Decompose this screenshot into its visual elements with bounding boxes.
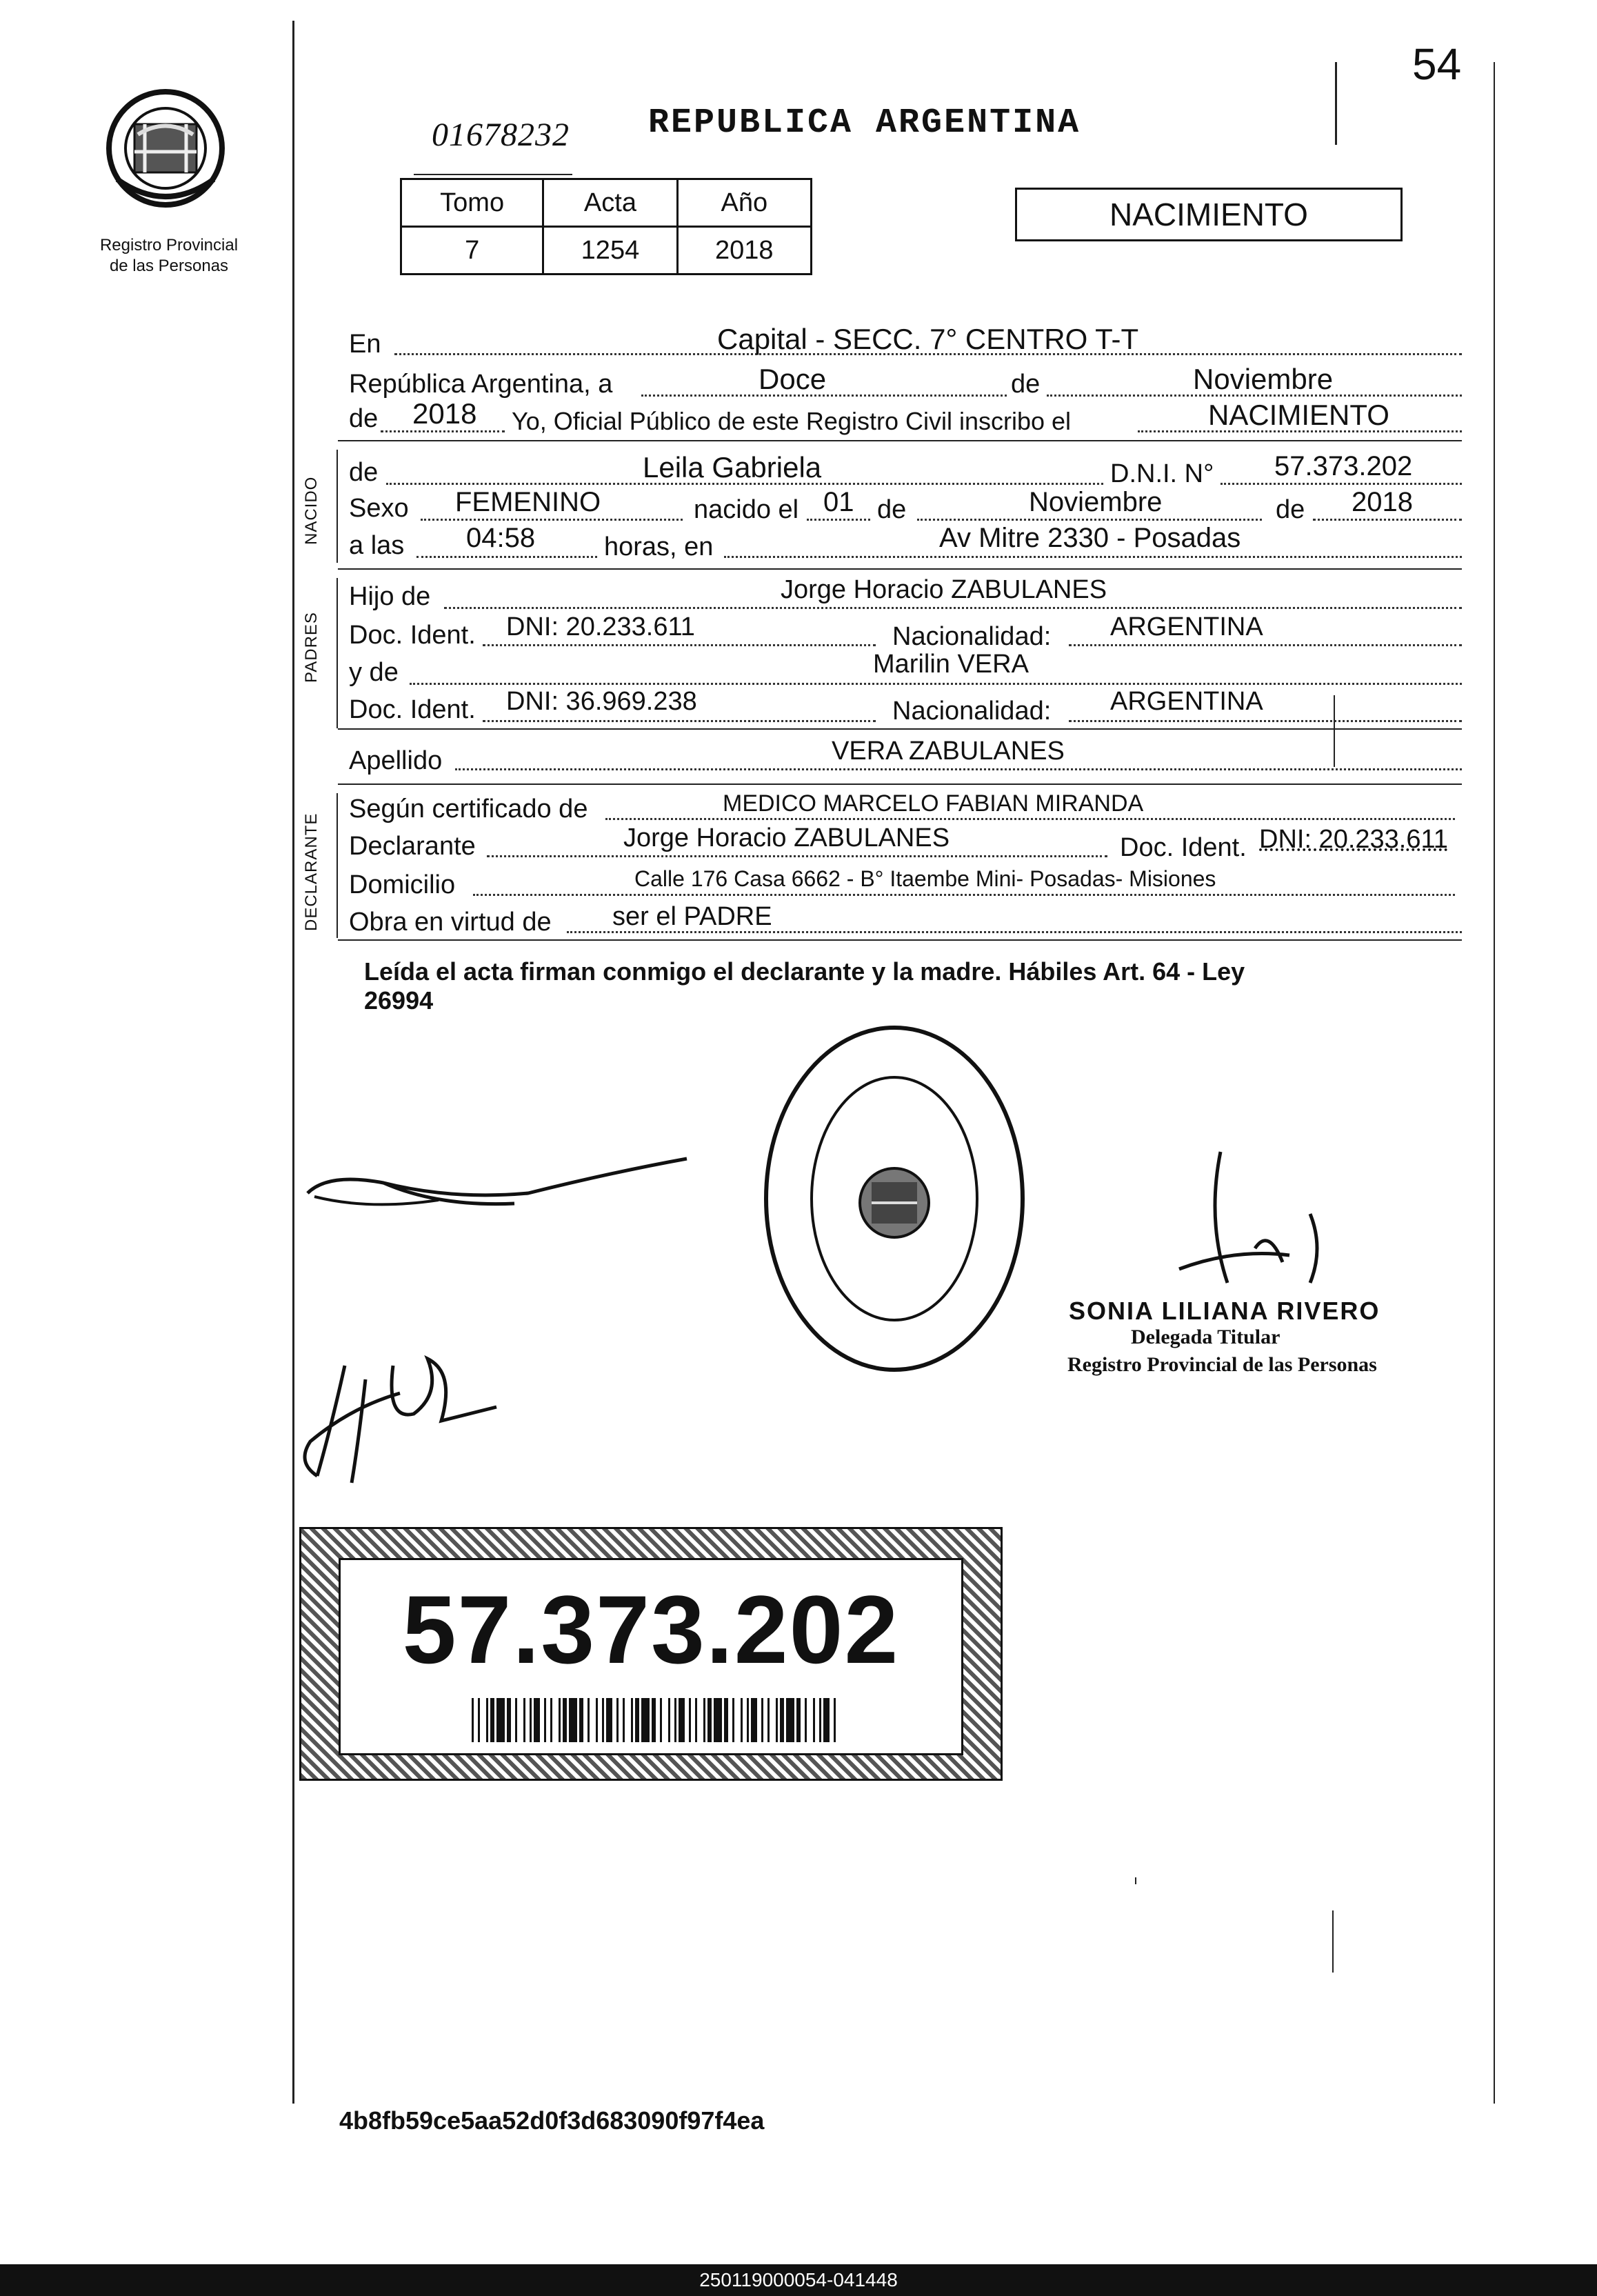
sexo-dots [421,519,683,521]
de-label: de [1011,370,1041,399]
officer-org: Registro Provincial de las Personas [1067,1353,1377,1376]
birth-place: Av Mitre 2330 - Posadas [939,523,1241,553]
inscribo-value: NACIMIENTO [1208,399,1389,431]
place-dots [724,556,1462,558]
republica-label: República Argentina, a [349,370,613,399]
mother-name: Marilin VERA [873,650,1029,679]
record-table [400,178,812,275]
padres-divider [338,728,1462,730]
en-label: En [349,330,381,359]
officer-name: SONIA LILIANA RIVERO [1069,1297,1380,1325]
mother-nac-label: Nacionalidad: [892,697,1052,726]
mother-dots [410,683,1462,685]
year-dots [381,430,505,432]
segun-value: MEDICO MARCELO FABIAN MIRANDA [723,790,1144,817]
signature-scribble-3 [1152,1145,1345,1310]
barcode-bar [707,1698,712,1742]
barcode-bar [579,1698,583,1742]
barcode-bar [668,1698,670,1742]
en-value: Capital - SECC. 7° CENTRO T-T [717,323,1139,355]
dni-dots [1221,483,1462,485]
barcode-bar [523,1698,525,1742]
barcode-bar [641,1698,650,1742]
apellido-value: VERA ZABULANES [832,737,1065,766]
y-de-label: y de [349,658,399,687]
footer-code: 250119000054-041448 [699,2269,898,2290]
barcode-bar [689,1698,691,1742]
barcode-bar [674,1698,676,1742]
nacido-el-label: nacido el [694,495,799,524]
barcode-bar [724,1698,728,1742]
barcode-bar [616,1698,619,1742]
domicilio-value: Calle 176 Casa 6662 - B° Itaembe Mini- Posadas- Misiones [634,866,1216,891]
barcode-bar [472,1698,474,1742]
declarant-signature [301,1145,701,1228]
mother-doc: DNI: 36.969.238 [506,687,697,716]
time-dots [416,556,597,558]
declarante-doc: DNI: 20.233.611 [1259,825,1448,854]
birth-month: Noviembre [1029,487,1163,517]
apellido-label: Apellido [349,746,443,775]
barcode-bar [819,1698,821,1742]
nacido-divider [338,568,1462,570]
father-name: Jorge Horacio ZABULANES [781,575,1107,604]
barcode-icon [472,1698,837,1742]
declarante-dots [487,855,1107,857]
barcode-bar [515,1698,517,1742]
nacido-side-label: NACIDO [302,476,321,545]
declarante-divider [338,939,1462,941]
barcode-bar [534,1698,540,1742]
de2-label: de [349,404,379,433]
value-acta: 1254 [543,227,677,274]
barcode-bar [679,1698,685,1742]
barcode [472,1698,837,1742]
left-margin-line [292,21,294,2104]
barcode-bar [695,1698,697,1742]
record-type-box [1015,188,1403,241]
child-dni: 57.373.202 [1274,451,1413,481]
header-acta: Acta [543,179,677,227]
barcode-bar [496,1698,505,1742]
note-line1: Leída el acta firman conmigo el declarante y la madre. Hábiles Art. 64 - Ley [364,957,1245,986]
signature-scribble-2 [290,1338,510,1497]
barcode-bar [776,1698,778,1742]
declarante-label: Declarante [349,832,476,861]
barcode-bar [747,1698,749,1742]
officer-title: Delegada Titular [1131,1326,1280,1348]
mother-nacionalidad: ARGENTINA [1110,687,1263,716]
barcode-bar [796,1698,801,1742]
nacido-de-label2: de [877,495,907,524]
declarante-side-label: DECLARANTE [302,812,321,931]
right-margin-line [1494,62,1495,2104]
barcode-bar [478,1698,480,1742]
barcode-bar [606,1698,612,1742]
barcode-bar [559,1698,561,1742]
barcode-bar [544,1698,546,1742]
nacido-de-label3: de [1276,495,1305,524]
serial-number: 01678232 [432,117,570,153]
father-doc: DNI: 20.233.611 [506,612,695,641]
father-nac-dots [1069,644,1462,646]
barcode-bar [805,1698,807,1742]
barcode-bar [714,1698,722,1742]
apellido-dots [455,768,1462,770]
margin-mark-1 [1332,1910,1334,1973]
father-dots [444,607,1462,609]
country-title: REPUBLICA ARGENTINA [648,103,1081,143]
barcode-bar [550,1698,552,1742]
page-number: 54 [1412,39,1462,89]
a-las-label: a las [349,531,405,560]
barcode-bar [623,1698,625,1742]
barcode-bar [602,1698,604,1742]
father-nacionalidad: ARGENTINA [1110,612,1263,641]
father-nac-label: Nacionalidad: [892,622,1052,651]
nacido-de-label: de [349,458,379,487]
birth-year: 2018 [1352,487,1413,517]
bday-dots [807,519,870,521]
barcode-bar [660,1698,662,1742]
top-right-tick [1335,62,1337,145]
sexo-value: FEMENINO [455,487,601,517]
hijo-label: Hijo de [349,582,431,611]
barcode-bar [767,1698,770,1742]
margin-mark-2 [1135,1877,1136,1884]
domicilio-dots [473,894,1455,896]
barcode-bar [703,1698,705,1742]
signature-scribble-1 [301,1145,701,1228]
header-tomo: Tomo [401,179,543,227]
officer-signature [1152,1145,1345,1310]
obra-value: ser el PADRE [612,902,772,931]
padres-bracket [337,578,338,728]
segun-dots [605,818,1455,820]
barcode-bar [751,1698,757,1742]
segun-label: Según certificado de [349,795,588,823]
mother-doc-dots [483,720,876,722]
barcode-bar [587,1698,590,1742]
header-ano: Año [677,179,811,227]
barcode-bar [652,1698,656,1742]
father-doc-dots [483,644,876,646]
padres-side-label: PADRES [302,612,321,683]
nacido-bracket [337,450,338,563]
provincial-shield-icon [103,83,228,214]
id-number: 57.373.202 [402,1575,900,1684]
official-seal [761,1024,1027,1374]
logo-line1: Registro Provincial [99,236,239,254]
day-value: Doce [759,363,827,395]
barcode-bar [530,1698,532,1742]
horas-label: horas, en [604,532,714,561]
barcode-bar [813,1698,815,1742]
barcode-bar [823,1698,830,1742]
obra-label: Obra en virtud de [349,908,552,937]
barcode-bar [563,1698,567,1742]
seal-icon [761,1024,1027,1374]
year-value: 2018 [412,397,477,430]
barcode-bar [761,1698,763,1742]
id-label [299,1527,1003,1781]
child-name: Leila Gabriela [643,451,822,483]
yo-label: Yo, Oficial Público de este Registro Civil inscribo el [512,407,1072,435]
birth-time: 04:58 [466,523,536,553]
serial-underline [414,174,572,175]
mother-nac-dots [1069,720,1462,722]
byear-dots [1313,519,1462,521]
barcode-bar [631,1698,633,1742]
apellido-divider [338,783,1462,785]
intro-divider [338,440,1462,441]
mother-signature [290,1338,510,1497]
barcode-bar [786,1698,794,1742]
barcode-bar [507,1698,511,1742]
value-tomo: 7 [401,227,543,274]
logo-line2: de las Personas [109,257,229,275]
barcode-bar [486,1698,488,1742]
barcode-bar [780,1698,784,1742]
record-type: NACIMIENTO [1109,197,1308,232]
bmonth-dots [917,519,1262,521]
domicilio-label: Domicilio [349,870,456,899]
value-ano: 2018 [677,227,811,274]
declarante-bracket [337,793,338,938]
barcode-bar [741,1698,743,1742]
month-value: Noviembre [1193,363,1334,395]
barcode-bar [834,1698,836,1742]
birth-day: 01 [823,487,854,517]
dni-label: D.N.I. N° [1110,459,1214,488]
barcode-bar [596,1698,598,1742]
id-label-inner [339,1558,963,1755]
barcode-bar [732,1698,734,1742]
note-line2: 26994 [364,986,434,1015]
barcode-bar [569,1698,577,1742]
document-hash: 4b8fb59ce5aa52d0f3d683090f97f4ea [339,2106,765,2135]
mother-doc-label: Doc. Ident. [349,695,476,724]
sexo-label: Sexo [349,494,409,523]
declarante-name: Jorge Horacio ZABULANES [623,823,950,852]
father-doc-label: Doc. Ident. [349,621,476,650]
registry-logo [103,83,228,214]
barcode-bar [635,1698,639,1742]
nac-box-line [1334,695,1335,767]
barcode-bar [490,1698,494,1742]
declarante-doc-label: Doc. Ident. [1120,833,1247,862]
footer-bar [0,2264,1597,2296]
